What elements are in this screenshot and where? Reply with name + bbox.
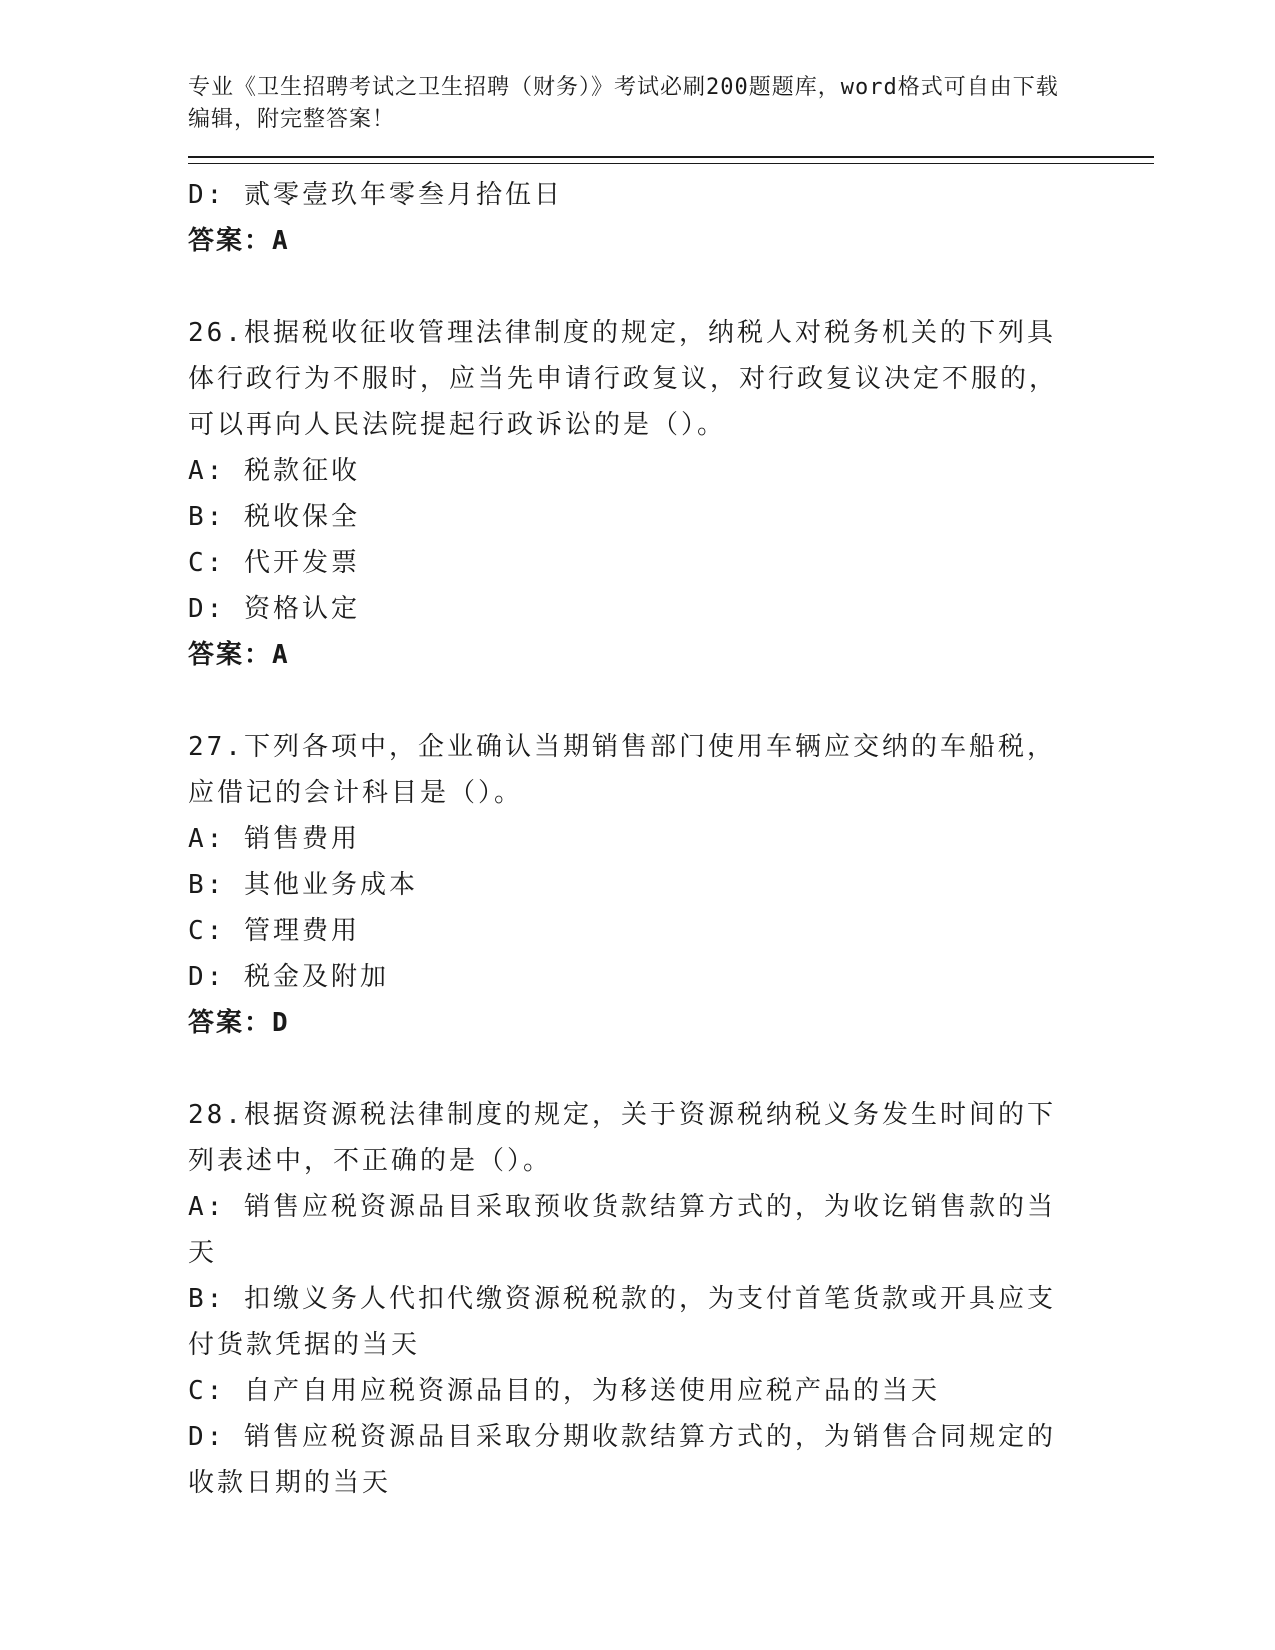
option-b: B: 扣缴义务人代扣代缴资源税税款的，为支付首笔货款或开具应支付货款凭据的当天 — [188, 1284, 1056, 1360]
option-c: C: 自产自用应税资源品目的，为移送使用应税产品的当天 — [188, 1376, 940, 1406]
option-d: D: 贰零壹玖年零叁月拾伍日 — [188, 180, 563, 210]
page-header: 专业《卫生招聘考试之卫生招聘（财务）》考试必刷200题题库，word格式可自由下载编辑，附完整答案！ — [188, 75, 1059, 132]
header-divider — [188, 156, 1154, 164]
previous-question-tail — [188, 172, 1148, 264]
option-a: A: 销售应税资源品目采取预收货款结算方式的，为收讫销售款的当天 — [188, 1192, 1056, 1268]
question-28 — [188, 1092, 1148, 1506]
option-d: D: 资格认定 — [188, 594, 360, 624]
option-c: C: 代开发票 — [188, 548, 360, 578]
option-b: B: 其他业务成本 — [188, 870, 418, 900]
option-c: C: 管理费用 — [188, 916, 360, 946]
answer: 答案：A — [188, 640, 290, 670]
option-a: A: 税款征收 — [188, 456, 360, 486]
question-26 — [188, 310, 1148, 678]
document-page — [188, 72, 1148, 1506]
question-27 — [188, 724, 1148, 1046]
answer: 答案：D — [188, 1008, 290, 1038]
question-stem: 27.下列各项中，企业确认当期销售部门使用车辆应交纳的车船税，应借记的会计科目是（）。 — [188, 732, 1056, 808]
question-stem: 26.根据税收征收管理法律制度的规定，纳税人对税务机关的下列具体行政行为不服时，应当先申请行政复议，对行政复议决定不服的，可以再向人民法院提起行政诉讼的是（）。 — [188, 318, 1059, 440]
document-body — [188, 172, 1148, 1506]
answer: 答案：A — [188, 226, 290, 256]
option-b: B: 税收保全 — [188, 502, 360, 532]
option-a: A: 销售费用 — [188, 824, 360, 854]
question-stem: 28.根据资源税法律制度的规定，关于资源税纳税义务发生时间的下列表述中，不正确的是（）。 — [188, 1100, 1056, 1176]
option-d: D: 销售应税资源品目采取分期收款结算方式的，为销售合同规定的收款日期的当天 — [188, 1422, 1056, 1498]
option-d: D: 税金及附加 — [188, 962, 389, 992]
